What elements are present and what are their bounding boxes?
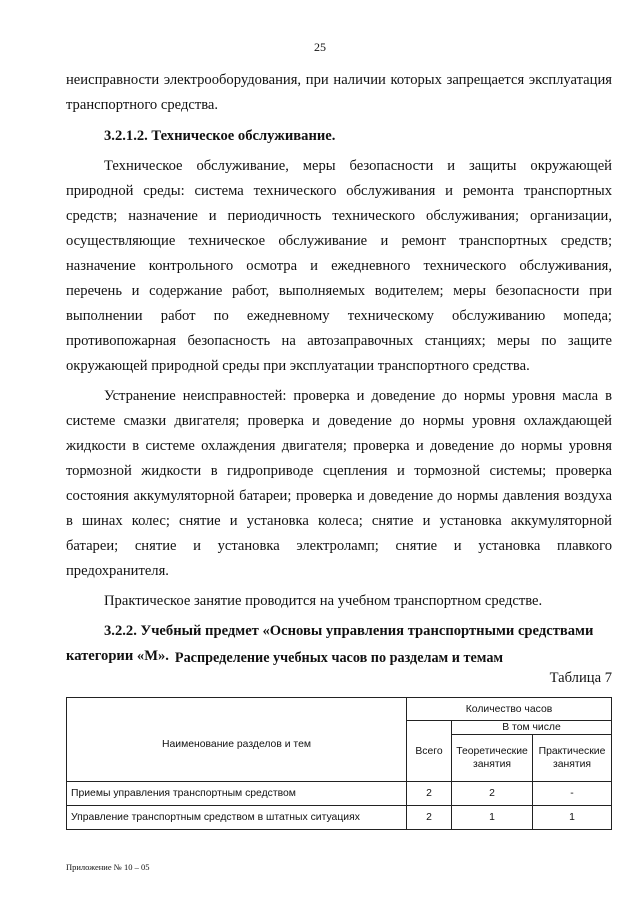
row-total: 2 bbox=[407, 782, 452, 806]
row-theory: 1 bbox=[452, 806, 533, 830]
table-header-row bbox=[67, 698, 612, 721]
row-total: 2 bbox=[407, 806, 452, 830]
table-row bbox=[67, 782, 612, 806]
paragraph-troubleshooting: Устранение неисправностей: проверка и доведение до нормы уровня масла в системе смазки двигателя; проверка и доведение до нормы уровня охлаждающей жидкости в системе охлаждения двигателя; проверка и доведение до нормы уровня тормозной жидкости в гидроприводе сцепления и тормозной системы; проверка состояния аккумуляторной батареи; проверка и доведение до нормы давления воздуха в шинах колес; снятие и установка колеса; снятие и установка аккумуляторной батареи; снятие и установка электроламп; снятие и установка плавкого предохранителя. bbox=[66, 388, 612, 579]
section-heading-driving-basics: 3.2.2. Учебный предмет «Основы управления транспортными средствами категории «М». bbox=[66, 623, 594, 664]
header-practice: Практические занятия bbox=[533, 735, 612, 782]
page-number: 25 bbox=[314, 40, 326, 54]
header-total: Всего bbox=[407, 721, 452, 782]
table-row bbox=[67, 806, 612, 830]
body-text bbox=[66, 68, 612, 669]
hours-table bbox=[66, 697, 612, 830]
section-heading-maintenance: 3.2.1.2. Техническое обслуживание. bbox=[104, 128, 336, 144]
page-footer: Приложение № 10 – 05 bbox=[66, 862, 150, 872]
row-practice: - bbox=[533, 782, 612, 806]
table-label: Таблица 7 bbox=[549, 670, 612, 686]
row-practice: 1 bbox=[533, 806, 612, 830]
paragraph-maintenance: Техническое обслуживание, меры безопасности и защиты окружающей природной среды: система технического обслуживания и ремонта транспортных средств; назначение и периодичность технического обслуживания; организации, осуществляющие техническое обслуживание и ремонт транспортных средств; назначение контрольного осмотра и ежедневного технического обслуживания, перечень и содержание работ, выполняемых водителем; меры безопасности при выполнении работ по ежедневному техническому обслуживанию мопеда; противопожарная безопасность на автозаправочных станциях; меры по защите окружающей природной среды при эксплуатации транспортного средства. bbox=[66, 158, 612, 374]
paragraph-practical: Практическое занятие проводится на учебном транспортном средстве. bbox=[104, 593, 543, 609]
paragraph-continuation: неисправности электрооборудования, при наличии которых запрещается эксплуатация транспортного средства. bbox=[66, 72, 612, 113]
header-including: В том числе bbox=[452, 721, 612, 735]
header-section-name: Наименование разделов и тем bbox=[67, 698, 407, 782]
row-name: Приемы управления транспортным средством bbox=[67, 782, 407, 806]
header-hours-quantity: Количество часов bbox=[407, 698, 612, 721]
header-theory: Теоретические занятия bbox=[452, 735, 533, 782]
table-caption: Распределение учебных часов по разделам и темам bbox=[174, 650, 504, 666]
row-name: Управление транспортным средством в штатных ситуациях bbox=[67, 806, 407, 830]
row-theory: 2 bbox=[452, 782, 533, 806]
